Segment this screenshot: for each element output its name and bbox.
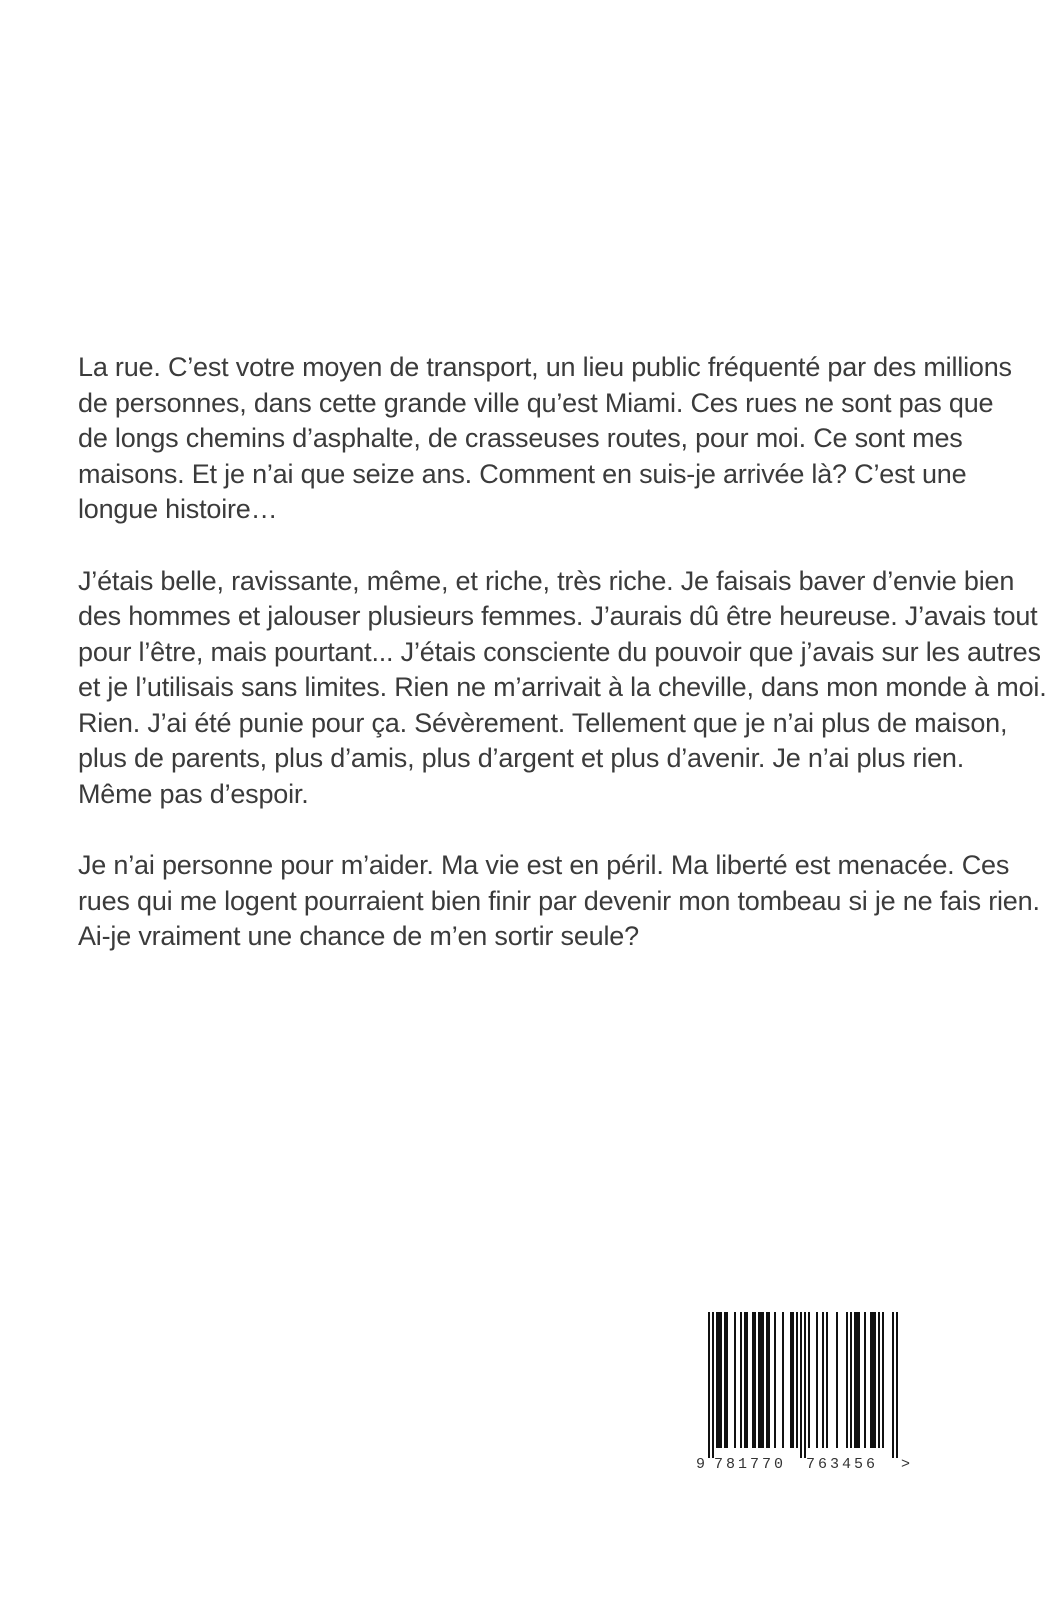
barcode-left-digits: 781770 <box>714 1456 787 1473</box>
barcode-guard-bar <box>712 1312 714 1458</box>
barcode-bar <box>878 1312 880 1448</box>
barcode-bar <box>746 1312 748 1448</box>
barcode-bar <box>796 1312 798 1448</box>
barcode-bar <box>864 1312 866 1448</box>
barcode-bar <box>760 1312 762 1448</box>
barcode-bar <box>808 1312 810 1448</box>
blurb-line: de longs chemins d’asphalte, de crasseuses routes, pour moi. Ce sont mes <box>78 423 963 453</box>
barcode-bar <box>826 1312 828 1448</box>
blurb-line: des hommes et jalouser plusieurs femmes. J’aurais dû être heureuse. J’avais tout <box>78 601 1038 631</box>
blurb-line: Je n’ai personne pour m’aider. Ma vie est en péril. Ma liberté est menacée. Ces <box>78 850 1010 880</box>
blurb-paragraph-2 <box>78 564 1047 813</box>
barcode-bar <box>816 1312 818 1448</box>
barcode-bar <box>836 1312 838 1448</box>
barcode-bar <box>822 1312 824 1448</box>
barcode-bar <box>740 1312 742 1448</box>
barcode-bar <box>754 1312 756 1448</box>
blurb-line: plus de parents, plus d’amis, plus d’argent et plus d’avenir. Je n’ai plus rien. <box>78 743 965 773</box>
blurb-line: La rue. C’est votre moyen de transport, un lieu public fréquenté par des millions <box>78 352 1012 382</box>
barcode-bar <box>724 1312 726 1448</box>
barcode-bar <box>858 1312 860 1448</box>
barcode-bar <box>854 1312 856 1448</box>
barcode-right-digits: 763456 <box>806 1456 879 1473</box>
barcode-bar <box>768 1312 770 1448</box>
blurb-paragraph-3 <box>78 848 1040 955</box>
barcode-bar <box>872 1312 874 1448</box>
back-cover-blurb <box>78 350 1047 991</box>
barcode-bar <box>846 1312 848 1448</box>
blurb-line: et je l’utilisais sans limites. Rien ne m’arrivait à la cheville, dans mon monde à moi. <box>78 672 1047 702</box>
barcode-guard-bar <box>800 1312 802 1458</box>
blurb-line: J’étais belle, ravissante, même, et riche, très riche. Je faisais baver d’envie bien <box>78 565 1015 596</box>
blurb-line: pour l’être, mais pourtant... J’étais consciente du pouvoir que j’avais sur les autres <box>78 636 1041 667</box>
barcode-bar <box>718 1312 720 1448</box>
barcode-bar <box>752 1312 754 1448</box>
barcode-bar <box>850 1312 852 1448</box>
blurb-line: maisons. Et je n’ai que seize ans. Comment en suis-je arrivée là? C’est une <box>78 458 967 489</box>
isbn-barcode <box>688 1308 918 1478</box>
barcode-bar <box>720 1312 722 1448</box>
barcode-bar <box>716 1312 718 1448</box>
barcode-bar <box>758 1312 760 1448</box>
barcode-bar <box>790 1312 792 1448</box>
barcode-bar <box>856 1312 858 1448</box>
barcode-bar <box>744 1312 746 1448</box>
blurb-line: Rien. J’ai été punie pour ça. Sévèrement. Tellement que je n’ai plus de maison, <box>78 707 1008 738</box>
barcode-bar <box>762 1312 764 1448</box>
barcode-bar <box>782 1312 784 1448</box>
barcode-bar <box>766 1312 768 1448</box>
barcode-trailing-mark: > <box>901 1456 911 1473</box>
barcode-guard-bar <box>896 1312 898 1458</box>
barcode-bars <box>708 1312 898 1458</box>
barcode-bar <box>734 1312 736 1448</box>
barcode-bar <box>774 1312 776 1448</box>
barcode-bar <box>726 1312 728 1448</box>
barcode-bar <box>882 1312 884 1448</box>
barcode-guard-bar <box>708 1312 710 1458</box>
blurb-line: rues qui me logent pourraient bien finir par devenir mon tombeau si je ne fais rien. <box>78 885 1040 916</box>
barcode-guard-bar <box>804 1312 806 1458</box>
blurb-line: Ai-je vraiment une chance de m’en sortir seule? <box>78 921 639 951</box>
barcode-bar <box>874 1312 876 1448</box>
blurb-line: longue histoire… <box>78 494 278 524</box>
blurb-line: Même pas d’espoir. <box>78 778 309 809</box>
blurb-paragraph-1 <box>78 350 1012 528</box>
barcode-bar <box>870 1312 872 1448</box>
barcode-bar <box>792 1312 794 1448</box>
barcode-guard-bar <box>892 1312 894 1458</box>
barcode-lead-digit: 9 <box>696 1456 706 1473</box>
blurb-line: de personnes, dans cette grande ville qu’est Miami. Ces rues ne sont pas que <box>78 387 994 418</box>
